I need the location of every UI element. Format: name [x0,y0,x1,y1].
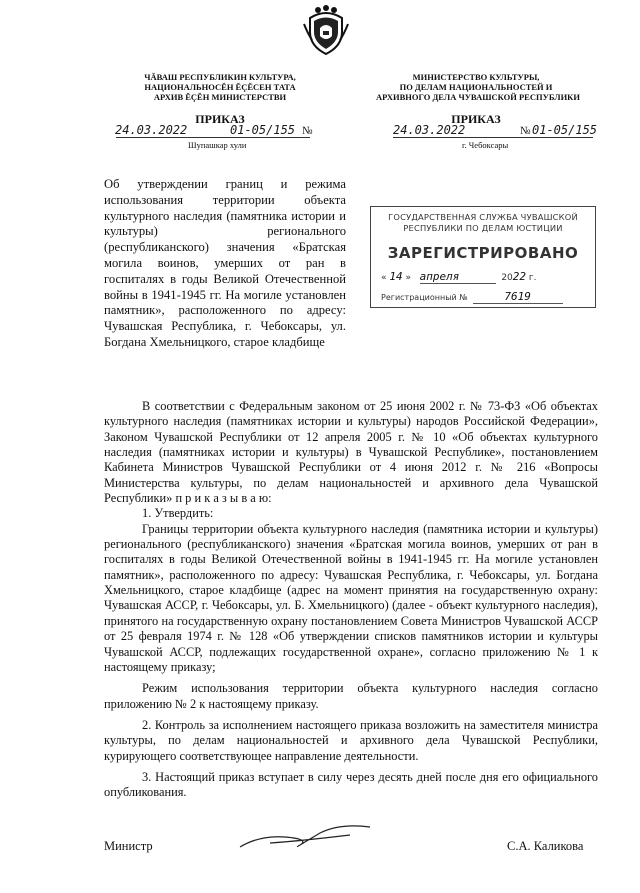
header-right-handwritten-number: 01-05/155 [532,123,598,137]
stamp-day: 14 [389,270,403,283]
stamp-registration-number [381,290,563,304]
body-paragraph-preamble: В соответствии с Федеральным законом от 25 июня 2002 г. № 73-ФЗ «Об объектах культурного наследия (памятниках истории и культуры) народов Российской Федерации», Законом Чувашской Республики от 12 апреля 2005 г. № 10 «Об объектах культурного наследия (памятниках истории и культуры) в Чувашской Республике», постановлением Кабинета Министров Чувашской Республики от 4 июня 2012 г. № 216 «Вопросы Министерства культуры, по делам национальностей и архивного дела Чувашской Республики» п р и к а з ы в а ю: [104,399,598,506]
handwritten-signature [230,815,380,855]
stamp-reg-label: Регистрационный № [381,293,468,302]
header-right-line: АРХИВНОГО ДЕЛА ЧУВАШСКОЙ РЕСПУБЛИКИ [376,92,580,102]
header-left-line: АРХИВ ĔÇĔН МИНИСТЕРСТВИ [153,92,287,102]
header-right-line: МИНИСТЕРСТВО КУЛЬТУРЫ, [412,72,540,82]
stamp-agency-line: РЕСПУБЛИКИ ПО ДЕЛАМ ЮСТИЦИИ [403,223,563,233]
header-left-handwritten-number: 01-05/155 [230,123,296,137]
header-right-ministry-name [376,72,580,102]
order-body [104,399,598,801]
header-left-line: НАЦИОНАЛЬНОСĔН ĔÇĔСЕН ТАТА [144,82,296,92]
body-paragraph-effective: 3. Настоящий приказ вступает в силу через десять дней после дня его официального опубликования. [104,769,598,800]
header-right-order-title: ПРИКАЗ [451,112,501,126]
header-right-underline [393,137,593,138]
header-left-order-title: ПРИКАЗ [195,112,245,126]
coat-of-arms-emblem [300,4,352,56]
header-left-city: Шупашкар хули [188,140,247,150]
stamp-reg-number: 7619 [473,290,563,304]
header-right-line: ПО ДЕЛАМ НАЦИОНАЛЬНОСТЕЙ И [399,82,553,92]
stamp-date: « 14 » апреля 2022 г. [381,270,537,283]
header-right-number-sign: № [520,125,531,137]
registration-stamp [370,206,596,308]
body-paragraph-boundaries: Границы территории объекта культурного наследия (памятника истории и культуры) регионального (республиканского) значения «Братская могила воинов, умерших от ран в госпиталях в годы Великой Отечественной войны в 1941-1945 гг. На могиле установлен памятник», расположенного по адресу: Чувашская Республика, г. Чебоксары, ул. Богдана Хмельницкого, старое кладбище (адрес на момент принятия на государственную охрану: Чувашская АССР, г. Чебоксары, ул. Б. Хмельницкого) (далее - объект культурного наследия), принятого на государственную охрану постановлением Совета Министров Чувашской АССР от 25 февраля 1974 г. № 128 «Об утверждении списков памятников истории и культуры Чувашской АССР, подлежащих государственной охране», согласно приложению № 1 к настоящему приказу; [104,521,598,674]
stamp-agency-line: ГОСУДАРСТВЕННАЯ СЛУЖБА ЧУВАШСКОЙ [388,212,578,222]
order-subject: Об утверждении границ и режима использования территории объекта культурного наследия (памятника истории и культуры) регионального (республиканского) значения «Братская могила воинов, умерших от ран в госпиталях в годы Великой Отечественной войны в 1941-1945 гг. На могиле установлен памятник», расположенного по адресу: Чувашская Республика, г. Чебоксары, ул. Богдана Хмельницкого, старое кладбище [104,177,346,349]
stamp-month: апреля [420,270,496,284]
header-right-city: г. Чебоксары [462,140,509,150]
signatory-name: С.А. Каликова [507,839,584,853]
header-right-handwritten-date: 24.03.2022 [393,123,466,137]
body-paragraph-approve: 1. Утвердить: [142,506,214,521]
stamp-year-prefix: 20 [501,273,513,283]
signatory-position: Министр [104,839,153,853]
header-left-ministry-name [132,72,308,102]
stamp-year-suffix: 22 [512,270,527,283]
header-left-underline [116,137,310,138]
body-paragraph-control: 2. Контроль за исполнением настоящего приказа возложить на заместителя министра культуры, по делам национальностей и архивного дела Чувашской Республики, курирующего соответствующее направление деятельности. [104,717,598,763]
header-left-number-sign: № [302,125,313,137]
body-paragraph-regime: Режим использования территории объекта культурного наследия согласно приложению № 2 к настоящему приказу. [104,681,598,711]
header-left-handwritten-date: 24.03.2022 [115,123,188,137]
stamp-status: ЗАРЕГИСТРИРОВАНО [387,244,579,262]
header-left-line: ЧĂВАШ РЕСПУБЛИКИН КУЛЬТУРА, [144,72,296,82]
stamp-year-unit: г. [528,273,537,283]
